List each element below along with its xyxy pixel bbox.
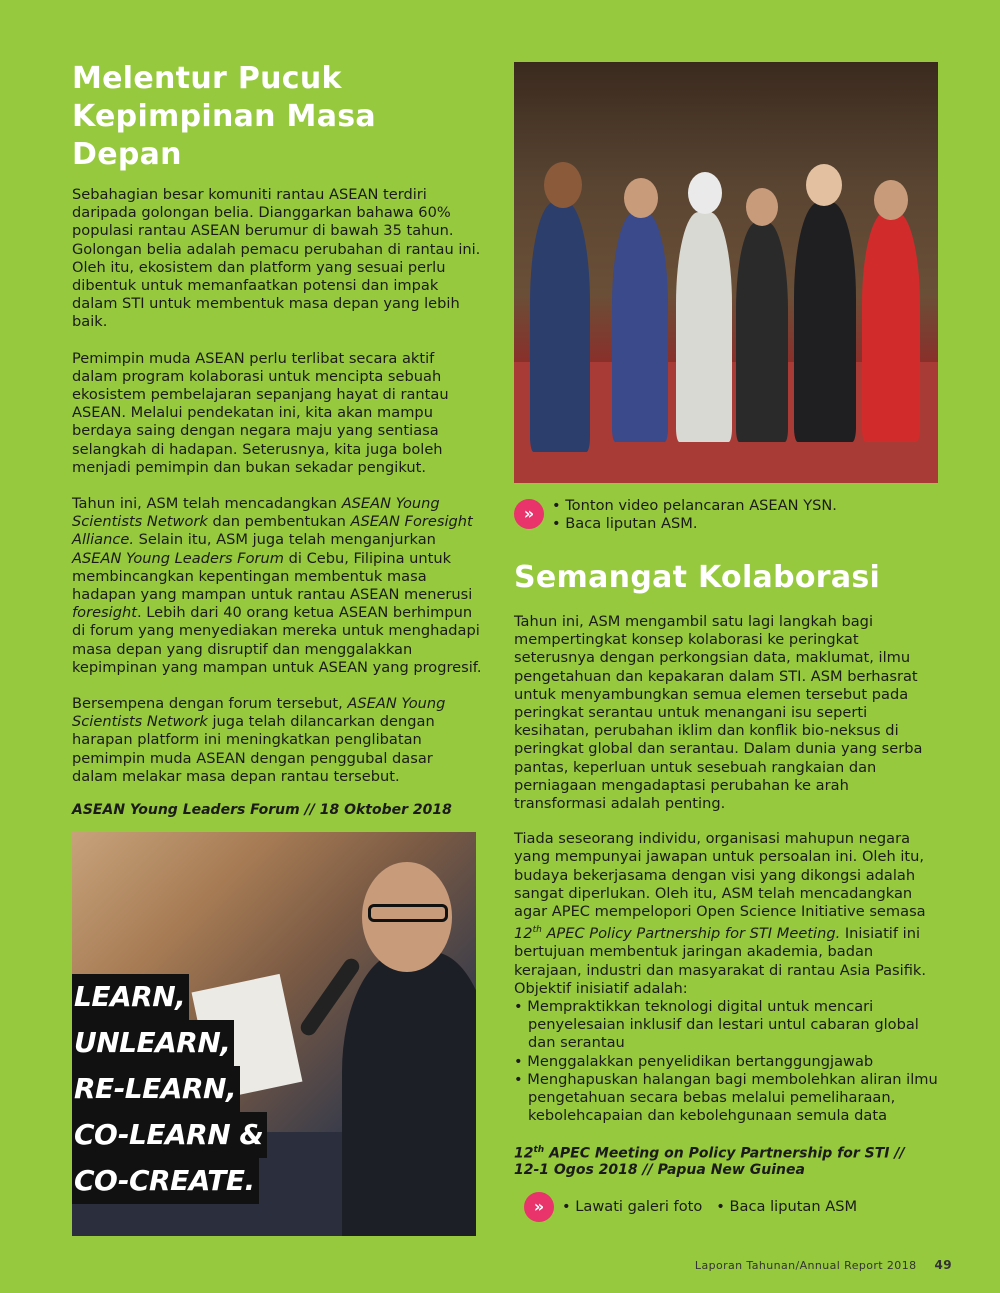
person-1-head	[544, 162, 582, 208]
page-number: 49	[934, 1258, 952, 1272]
objective-item: • Menghapuskan halangan bagi membolehkan aliran ilmu pengetahuan secara bebas melalui pemeliharaan, kebolehcapaian dan kebolehgunaan semula data	[514, 1071, 938, 1126]
person-4-head	[746, 188, 778, 226]
paragraph-2: Pemimpin muda ASEAN perlu terlibat secara aktif dalam program kolaborasi untuk mencipta sebuah ekosistem pembelajaran sepanjang hayat di rantau ASEAN. Melalui pendekatan ini, kita akan mampu berdaya saing dengan negara maju yang sentiasa selangkah di hadapan. Seterusnya, kita juga boleh menjadi pemimpin dan bukan sekadar pengikut.	[72, 349, 449, 476]
group-photo	[514, 62, 938, 483]
title-line-1: Melentur Pucuk	[72, 61, 342, 96]
person-4	[736, 222, 788, 442]
arrow-button[interactable]: »	[514, 499, 544, 529]
report-title: Laporan Tahunan/Annual Report 2018	[694, 1259, 917, 1272]
person-5	[794, 202, 856, 442]
title-line-2: Kepimpinan Masa Depan	[72, 99, 376, 172]
gallery-links	[524, 1190, 938, 1222]
person-2	[612, 212, 668, 442]
slogan-line-4: CO-LEARN &	[72, 1112, 267, 1158]
slogan-line-3: RE-LEARN,	[72, 1066, 240, 1112]
speaker-photo	[72, 832, 476, 1236]
objective-item: • Mempraktikkan teknologi digital untuk mencari penyelesaian inklusif dan lestari untul cabaran global dan serantau	[514, 998, 938, 1053]
person-3-head	[688, 172, 722, 214]
apec-caption: 12th APEC Meeting on Policy Partnership for STI // 12-1 Ogos 2018 // Papua New Guinea	[514, 1145, 905, 1178]
objective-list	[514, 998, 938, 1125]
forum-caption: ASEAN Young Leaders Forum // 18 Oktober 2018	[72, 802, 452, 819]
slogan	[72, 974, 267, 1204]
person-6-head	[874, 180, 908, 220]
paragraph-1: Sebahagian besar komuniti rantau ASEAN terdiri daripada golongan belia. Dianggarkan bahawa 60% populasi rantau ASEAN berumur di bawah 35 tahun. Golongan belia adalah pemacu perubahan di rantau ini. Oleh itu, ekosistem dan platform yang sesuai perlu dibentuk untuk memanfaatkan potensi dan impak dalam STI untuk membentuk masa depan yang lebih baik.	[72, 186, 481, 331]
section-title-leadership	[72, 60, 482, 174]
objective-item: • Menggalakkan penyelidikan bertanggungjawab	[514, 1053, 938, 1071]
left-column	[72, 60, 482, 818]
page-footer	[695, 1258, 952, 1272]
link-read-coverage[interactable]: • Baca liputan ASM.	[552, 515, 837, 533]
video-links-list	[552, 497, 837, 533]
video-links	[514, 497, 938, 533]
slogan-line-5: CO-CREATE.	[72, 1158, 259, 1204]
person-5-head	[806, 164, 842, 206]
speaker-body	[342, 952, 476, 1236]
paragraph-4: Bersempena dengan forum tersebut, ASEAN Young Scientists Network juga telah dilancarkan dengan harapan platform ini meningkatkan penglibatan pemimpin muda ASEAN dengan penggubal dasar dalam melakar masa depan rantau tersebut.	[72, 695, 446, 785]
person-6	[862, 212, 920, 442]
gallery-links-list	[562, 1198, 857, 1216]
glasses-shape	[368, 904, 448, 922]
person-1	[530, 202, 590, 452]
slogan-line-2: UNLEARN,	[72, 1020, 234, 1066]
link-photo-gallery[interactable]: • Lawati galeri foto	[562, 1198, 702, 1216]
collab-paragraph-1: Tahun ini, ASM mengambil satu lagi langkah bagi mempertingkat konsep kolaborasi ke peringkat seterusnya dengan perkongsian data, maklumat, ilmu pengetahuan dan kepakaran dalam STI. ASM berhasrat untuk menyambungkan semua elemen tersebut pada peringkat serantau untuk menangani isu seperti kesihatan, perubahan iklim dan konflik bio-neksus di peringkat global dan serantau. Dalam dunia yang serba pantas, keperluan untuk sesebuah rangkaian dan perniagaan mengadaptasi perubahan ke arah transformasi adalah penting.	[514, 613, 923, 813]
link-read-coverage-asm[interactable]: • Baca liputan ASM	[716, 1198, 857, 1216]
section-title-collaboration: Semangat Kolaborasi	[514, 560, 881, 595]
paragraph-3: Tahun ini, ASM telah mencadangkan ASEAN Young Scientists Network dan pembentukan ASEAN Foresight Alliance. Selain itu, ASM juga telah menganjurkan ASEAN Young Leaders Forum di Cebu, Filipina untuk membincangkan kepentingan membentuk masa hadapan yang mampan untuk rantau ASEAN menerusi foresight. Lebih dari 40 orang ketua ASEAN berhimpun di forum yang menyediakan mereka untuk menghadapi masa depan yang disruptif dan menggalakkan kepimpinan yang mampan untuk ASEAN yang progresif.	[72, 495, 482, 676]
collab-paragraph-2: Tiada seseorang individu, organisasi mahupun negara yang mempunyai jawapan untuk persoalan ini. Oleh itu, budaya bekerjasama dengan visi yang dikongsi adalah sangat diperlukan. Oleh itu, ASM telah mencadangkan agar APEC mempelopori Open Science Initiative semasa 12th APEC Policy Partnership for STI Meeting. Inisiatif ini bertujuan membentuk jaringan akademia, badan kerajaan, industri dan masyarakat di rantau Asia Pasifik. Objektif inisiatif adalah:	[514, 830, 926, 997]
person-2-head	[624, 178, 658, 218]
right-column	[514, 62, 938, 1222]
person-3	[676, 212, 732, 442]
arrow-button[interactable]: »	[524, 1192, 554, 1222]
slogan-line-1: LEARN,	[72, 974, 189, 1020]
link-watch-video[interactable]: • Tonton video pelancaran ASEAN YSN.	[552, 497, 837, 515]
